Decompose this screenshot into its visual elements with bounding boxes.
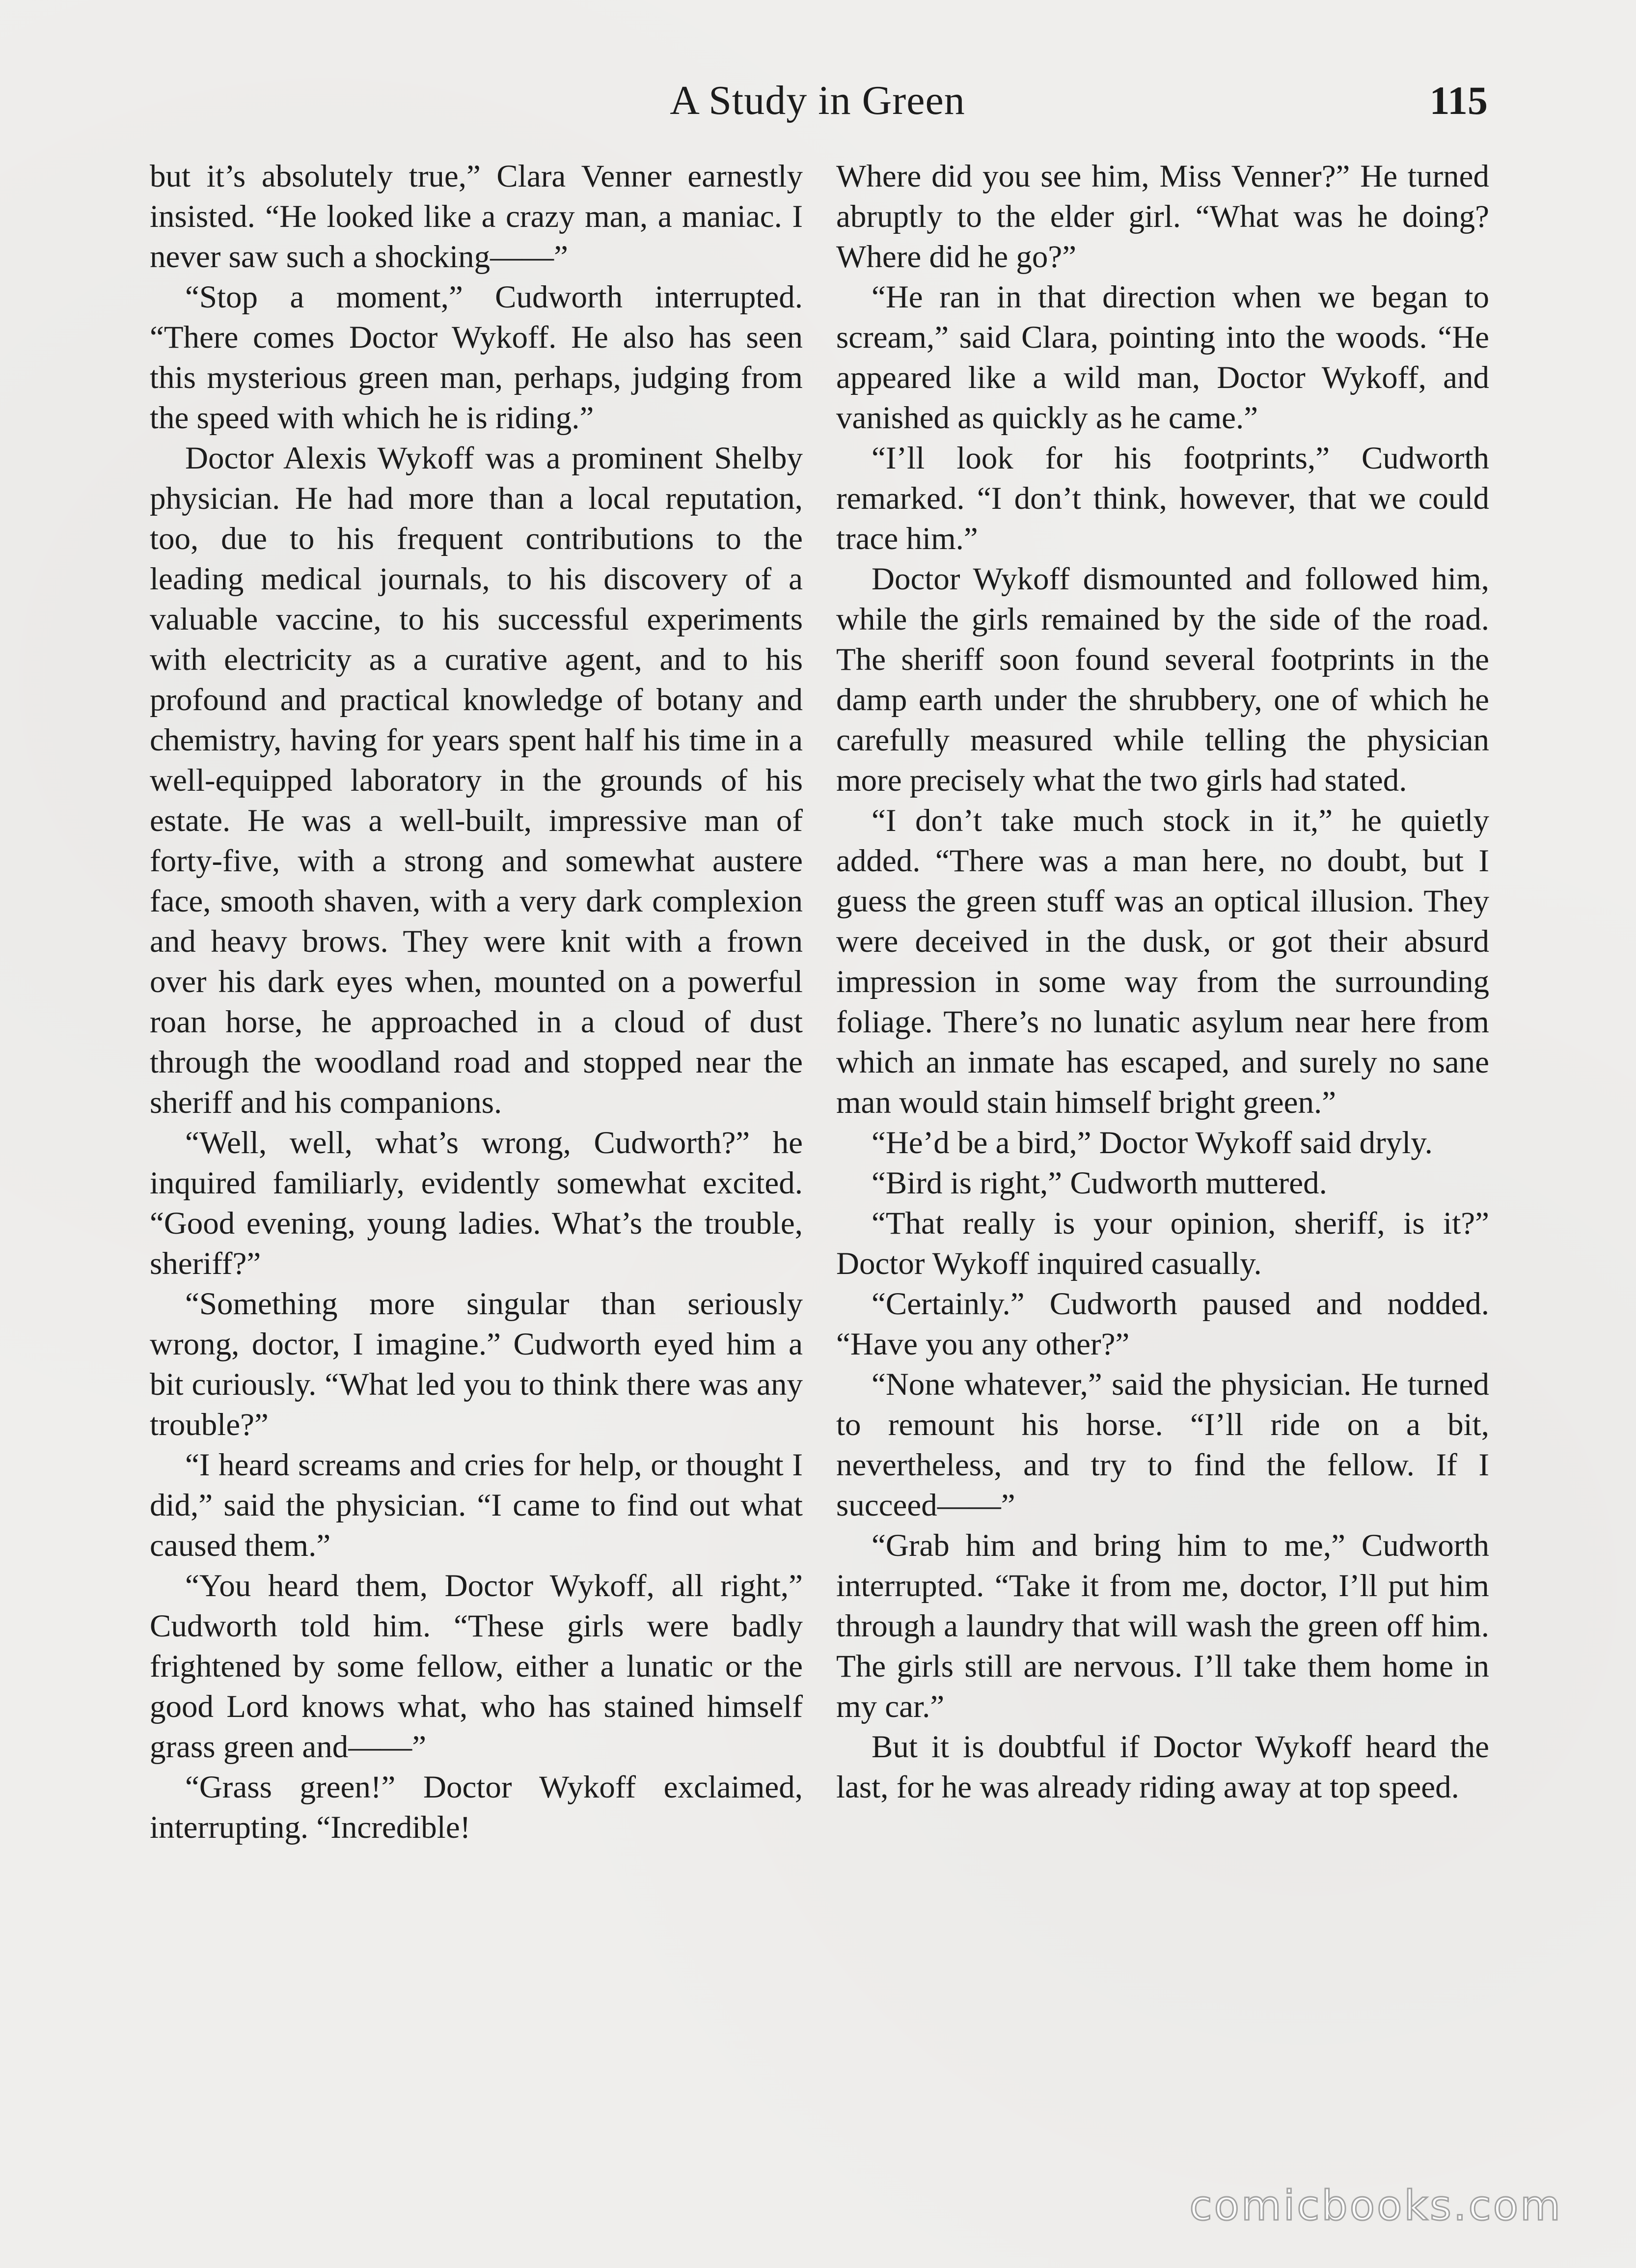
- paragraph: “I heard screams and cries for help, or thought I did,” said the physician. “I came to find out what caused them.”: [150, 1447, 803, 1563]
- paragraph: “I’ll look for his footprints,” Cudworth remarked. “I don’t think, however, that we could trace him.”: [836, 441, 1489, 556]
- paragraph: “Stop a moment,” Cudworth interrupted. “There comes Doctor Wykoff. He also has seen this mysterious green man, perhaps, judging from the speed with which he is riding.”: [150, 279, 803, 436]
- paragraph: Where did you see him, Miss Venner?” He turned abruptly to the elder girl. “What was he doing? Where did he go?”: [836, 159, 1489, 275]
- paragraph: “He’d be a bird,” Doctor Wykoff said dryly.: [872, 1125, 1433, 1161]
- paragraph: “You heard them, Doctor Wykoff, all right,” Cudworth told him. “These girls were badly frightened by some fellow, either a lunatic or the good Lord knows what, who has stained himself grass green and——”: [150, 1568, 803, 1765]
- paragraph: “That really is your opinion, sheriff, is it?” Doctor Wykoff inquired casually.: [836, 1206, 1489, 1281]
- paragraph: Doctor Wykoff dismounted and followed him, while the girls remained by the side of the road. The sheriff soon found several footprints in the damp earth under the shrubbery, one of which he carefully measured while telling the physician more precisely what the two girls had stated.: [836, 561, 1489, 798]
- paragraph: “He ran in that direction when we began to scream,” said Clara, pointing into the woods. “He appeared like a wild man, Doctor Wykoff, and vanished as quickly as he came.”: [836, 279, 1489, 436]
- paragraph: “Certainly.” Cudworth paused and nodded. “Have you any other?”: [836, 1286, 1489, 1362]
- paragraph: “None whatever,” said the physician. He turned to remount his horse. “I’ll ride on a bit, nevertheless, and try to find the fellow. If I succeed——”: [836, 1367, 1489, 1523]
- running-head: [147, 74, 1488, 128]
- right-column: [836, 156, 1489, 1807]
- paragraph: But it is doubtful if Doctor Wykoff heard the last, for he was already riding away at top speed.: [836, 1729, 1489, 1805]
- page-number: 115: [1429, 78, 1488, 123]
- paragraph: “I don’t take much stock in it,” he quietly added. “There was a man here, no doubt, but I guess the green stuff was an optical illusion. They were deceived in the dusk, or got their absurd impression in some way from the surrounding foliage. There’s no lunatic asylum near here from which an inmate has escaped, and surely no sane man would stain himself bright green.”: [836, 803, 1489, 1120]
- paragraph: “Well, well, what’s wrong, Cudworth?” he inquired familiarly, evidently somewhat excited. “Good evening, young ladies. What’s the trouble, sheriff?”: [150, 1125, 803, 1281]
- paragraph: but it’s absolutely true,” Clara Venner earnestly insisted. “He looked like a crazy man, a maniac. I never saw such a shocking——”: [150, 159, 803, 275]
- paragraph: “Something more singular than seriously wrong, doctor, I imagine.” Cudworth eyed him a bit curiously. “What led you to think there was any trouble?”: [150, 1286, 803, 1442]
- paragraph: “Grass green!” Doctor Wykoff exclaimed, interrupting. “Incredible!: [150, 1770, 803, 1845]
- paragraph: “Grab him and bring him to me,” Cudworth interrupted. “Take it from me, doctor, I’ll put him through a laundry that will wash the green off him. The girls still are nervous. I’ll take them home in my car.”: [836, 1528, 1489, 1724]
- paragraph: Doctor Alexis Wykoff was a prominent Shelby physician. He had more than a local reputation, too, due to his frequent contributions to the leading medical journals, to his discovery of a valuable vaccine, to his successful experiments with electricity as a curative agent, and to his profound and practical knowledge of botany and chemistry, having for years spent half his time in a well-equipped laboratory in the grounds of his estate. He was a well-built, impressive man of forty-five, with a strong and somewhat austere face, smooth shaven, with a very dark complexion and heavy brows. They were knit with a frown over his dark eyes when, mounted on a powerful roan horse, he approached in a cloud of dust through the woodland road and stopped near the sheriff and his companions.: [150, 441, 803, 1120]
- watermark-logo: comicbooks.com: [1189, 2182, 1562, 2230]
- left-column: [150, 156, 803, 1848]
- running-title: A Study in Green: [670, 78, 965, 123]
- paragraph: “Bird is right,” Cudworth muttered.: [872, 1165, 1327, 1201]
